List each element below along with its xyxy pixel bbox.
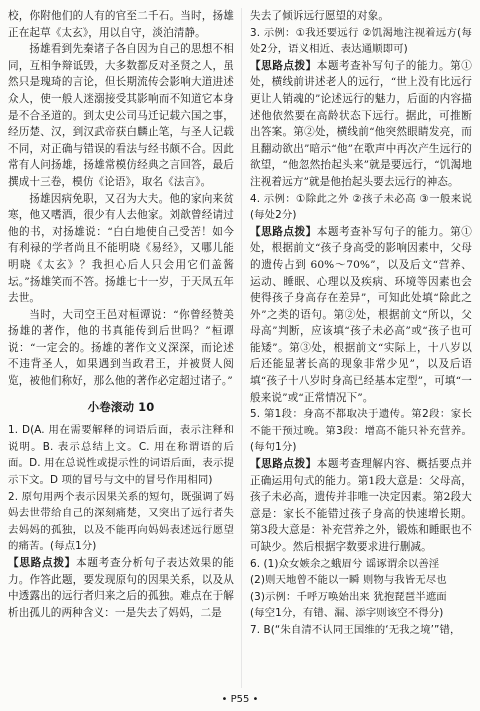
answer-6-scoring: (每空1分，有错、漏、添字则该空不得分) bbox=[250, 607, 444, 620]
page-number: • P55 • bbox=[221, 694, 259, 705]
tip-paragraph-1 bbox=[8, 555, 234, 621]
tip-continuation: 失去了倾诉远行愿望的对象。 bbox=[250, 10, 390, 22]
section-title: 小卷滚动 10 bbox=[87, 399, 155, 414]
answer-3: 3. 示例：①我还要远行 ②饥渴地注视着远方(每处2分，语义相近、表达通顺即可) bbox=[250, 26, 472, 56]
right-column bbox=[250, 8, 472, 639]
tip-paragraph-2 bbox=[250, 58, 472, 191]
translation-paragraph-2: 扬雄看到先秦诸子各自因为自己的思想不相同，互相争辩诋毁，大多数都反对圣贤之人，虽然只是瑰琦的言论，但长期流传会影响大道进述众人，使一般人迷溺接受其影响而不知道它本身是不合圣道的。到太史公司马迁记载六国之事，经历楚、汉，到汉武帝获白麟止笔，与圣人记载不同，对正确与错误的看法与经书颇不合。因此常有人问扬雄，扬雄常模仿经典之言回答，最后撰成十三卷，模仿《论语》，取名《法言》。 bbox=[8, 43, 234, 188]
answer-1: 1. D(A. 用在需要解释的词语后面，表示注释和说明。B. 表示总结上文。C. 用在称谓语的后面。D. 用在总说性或提示性的词语后面，表示提示下文。D 项的冒号与文中的冒号作用相同) bbox=[8, 424, 234, 487]
left-column bbox=[8, 8, 234, 621]
answer-2: 2. 原句用两个表示因果关系的短句，既强调了妈妈去世带给自己的深刻痛楚，又突出了远行者失去妈妈的孤独，以及不能再向妈妈表述远行愿望的痛苦。(每点1分) bbox=[8, 490, 234, 553]
translation-paragraph-4: 当时，大司空王邑对桓谭说：“你曾经赞美扬雄的著作，他的书真能传到后世吗？”桓谭说：“一定会的。扬雄的著作文义深深，而论述不违背圣人，如果遇到当政君王，并被贤人阅览，被他们称好，那么他的著作必定超过诸子。” bbox=[8, 308, 234, 388]
tip-tag: 【思路点拨】 bbox=[250, 59, 317, 72]
tip-text: 本题考查理解内容、概括要点并正确运用句式的能力。第1段大意是：父母高，孩子未必高，遗传并非唯一决定因素。第2段大意是：家长不能错过孩子身高的快速增长期。第3段大意是：补充营养之外，锻炼和睡眠也不可缺少。然后根据字数要求进行删减。 bbox=[250, 458, 472, 553]
tip-tag: 【思路点拨】 bbox=[250, 225, 317, 238]
answer-4: 4. 示例：①除此之外 ②孩子未必高 ③一般来说(每处2分) bbox=[250, 192, 472, 222]
answer-5: 5. 第1段：身高不都取决于遗传。第2段：家长不能干预过晚。第3段：增高不能只补充营养。(每句1分) bbox=[250, 408, 472, 454]
tip-text: 本题考查补写句子的能力。第①处，根据前文“孩子身高受的影响因素中，父母的遗传占到 60%～70%”，以及后文“营养、运动、睡眠、心理以及疾病、环境等因素也会使得孩子身高存在差异”，可知此处填“除此之外”之类的语句。第②处，根据前文“所以，父母高”判断，应该填“孩子未必高”或“孩子也可能矮”。第③处，根据前文“实际上，十八岁以后还能显著长高的现象非常少见”，以及后语填“孩子十八岁时身高已经基本定型”，可填“一般来说”或“正常情况下”。 bbox=[250, 225, 472, 404]
tip-text: 本题考查分析句子表达效果的能力。作答此题，要发现原句的因果关系，以及从中透露出的远行者归来之后的孤独。难点在于解析出孤儿的两种含义：一是失去了妈妈，二是 bbox=[8, 557, 234, 619]
tip-paragraph-3 bbox=[250, 224, 472, 407]
answer-6-line-3: (3)示例：千呼万唤始出来 犹抱琵琶半遮面 bbox=[250, 590, 447, 603]
answer-6-line-1: 6. (1)众女嫉余之蛾眉兮 谣诼谓余以善淫 bbox=[250, 557, 440, 570]
tip-tag: 【思路点拨】 bbox=[8, 557, 76, 569]
translation-paragraph-3: 扬雄因病免职，又召为大夫。他的家向来贫寒，他又嗜酒，很少有人去他家。刘歆曾经请过他的书，对扬雄说：“白白地使自己受苦！如今有利禄的学者尚且不能明晓《易经》，又哪儿能明晓《太玄》？我担心后人只会用它们盖酱坛。”扬雄笑而不答。扬雄七十一岁，于天凤五年去世。 bbox=[8, 192, 234, 305]
translation-paragraph-1: 校，你附他们的人有的官至二千石。当时，扬雄正在起草《太玄》，用以自守，淡泊清静。 bbox=[8, 10, 234, 39]
tip-text: 本题考查补写句子的能力。第①处，横线前讲述老人的远行，“世上没有比远行更让人销魂的”论述远行的魅力，后面的内容描述他依然要在高龄状态下远行。据此，可推断出答案。第②处，横线前“他突然眼睛发亮，而且翻动欲出”暗示“他”在歌声中再次产生远行的欲望，“他忽然抬起头来”就是要远行，“饥渴地注视着远方”就是他抬起头要去远行的神态。 bbox=[250, 59, 472, 188]
answer-7: 7. B(“朱自清不认同王国维的‘无我之境’”错， bbox=[250, 623, 461, 636]
column-divider bbox=[241, 8, 242, 688]
tip-paragraph-4 bbox=[250, 456, 472, 556]
answer-6-line-2: (2)则天地曾不能以一瞬 则物与我皆无尽也 bbox=[250, 574, 447, 587]
tip-tag: 【思路点拨】 bbox=[250, 458, 317, 471]
